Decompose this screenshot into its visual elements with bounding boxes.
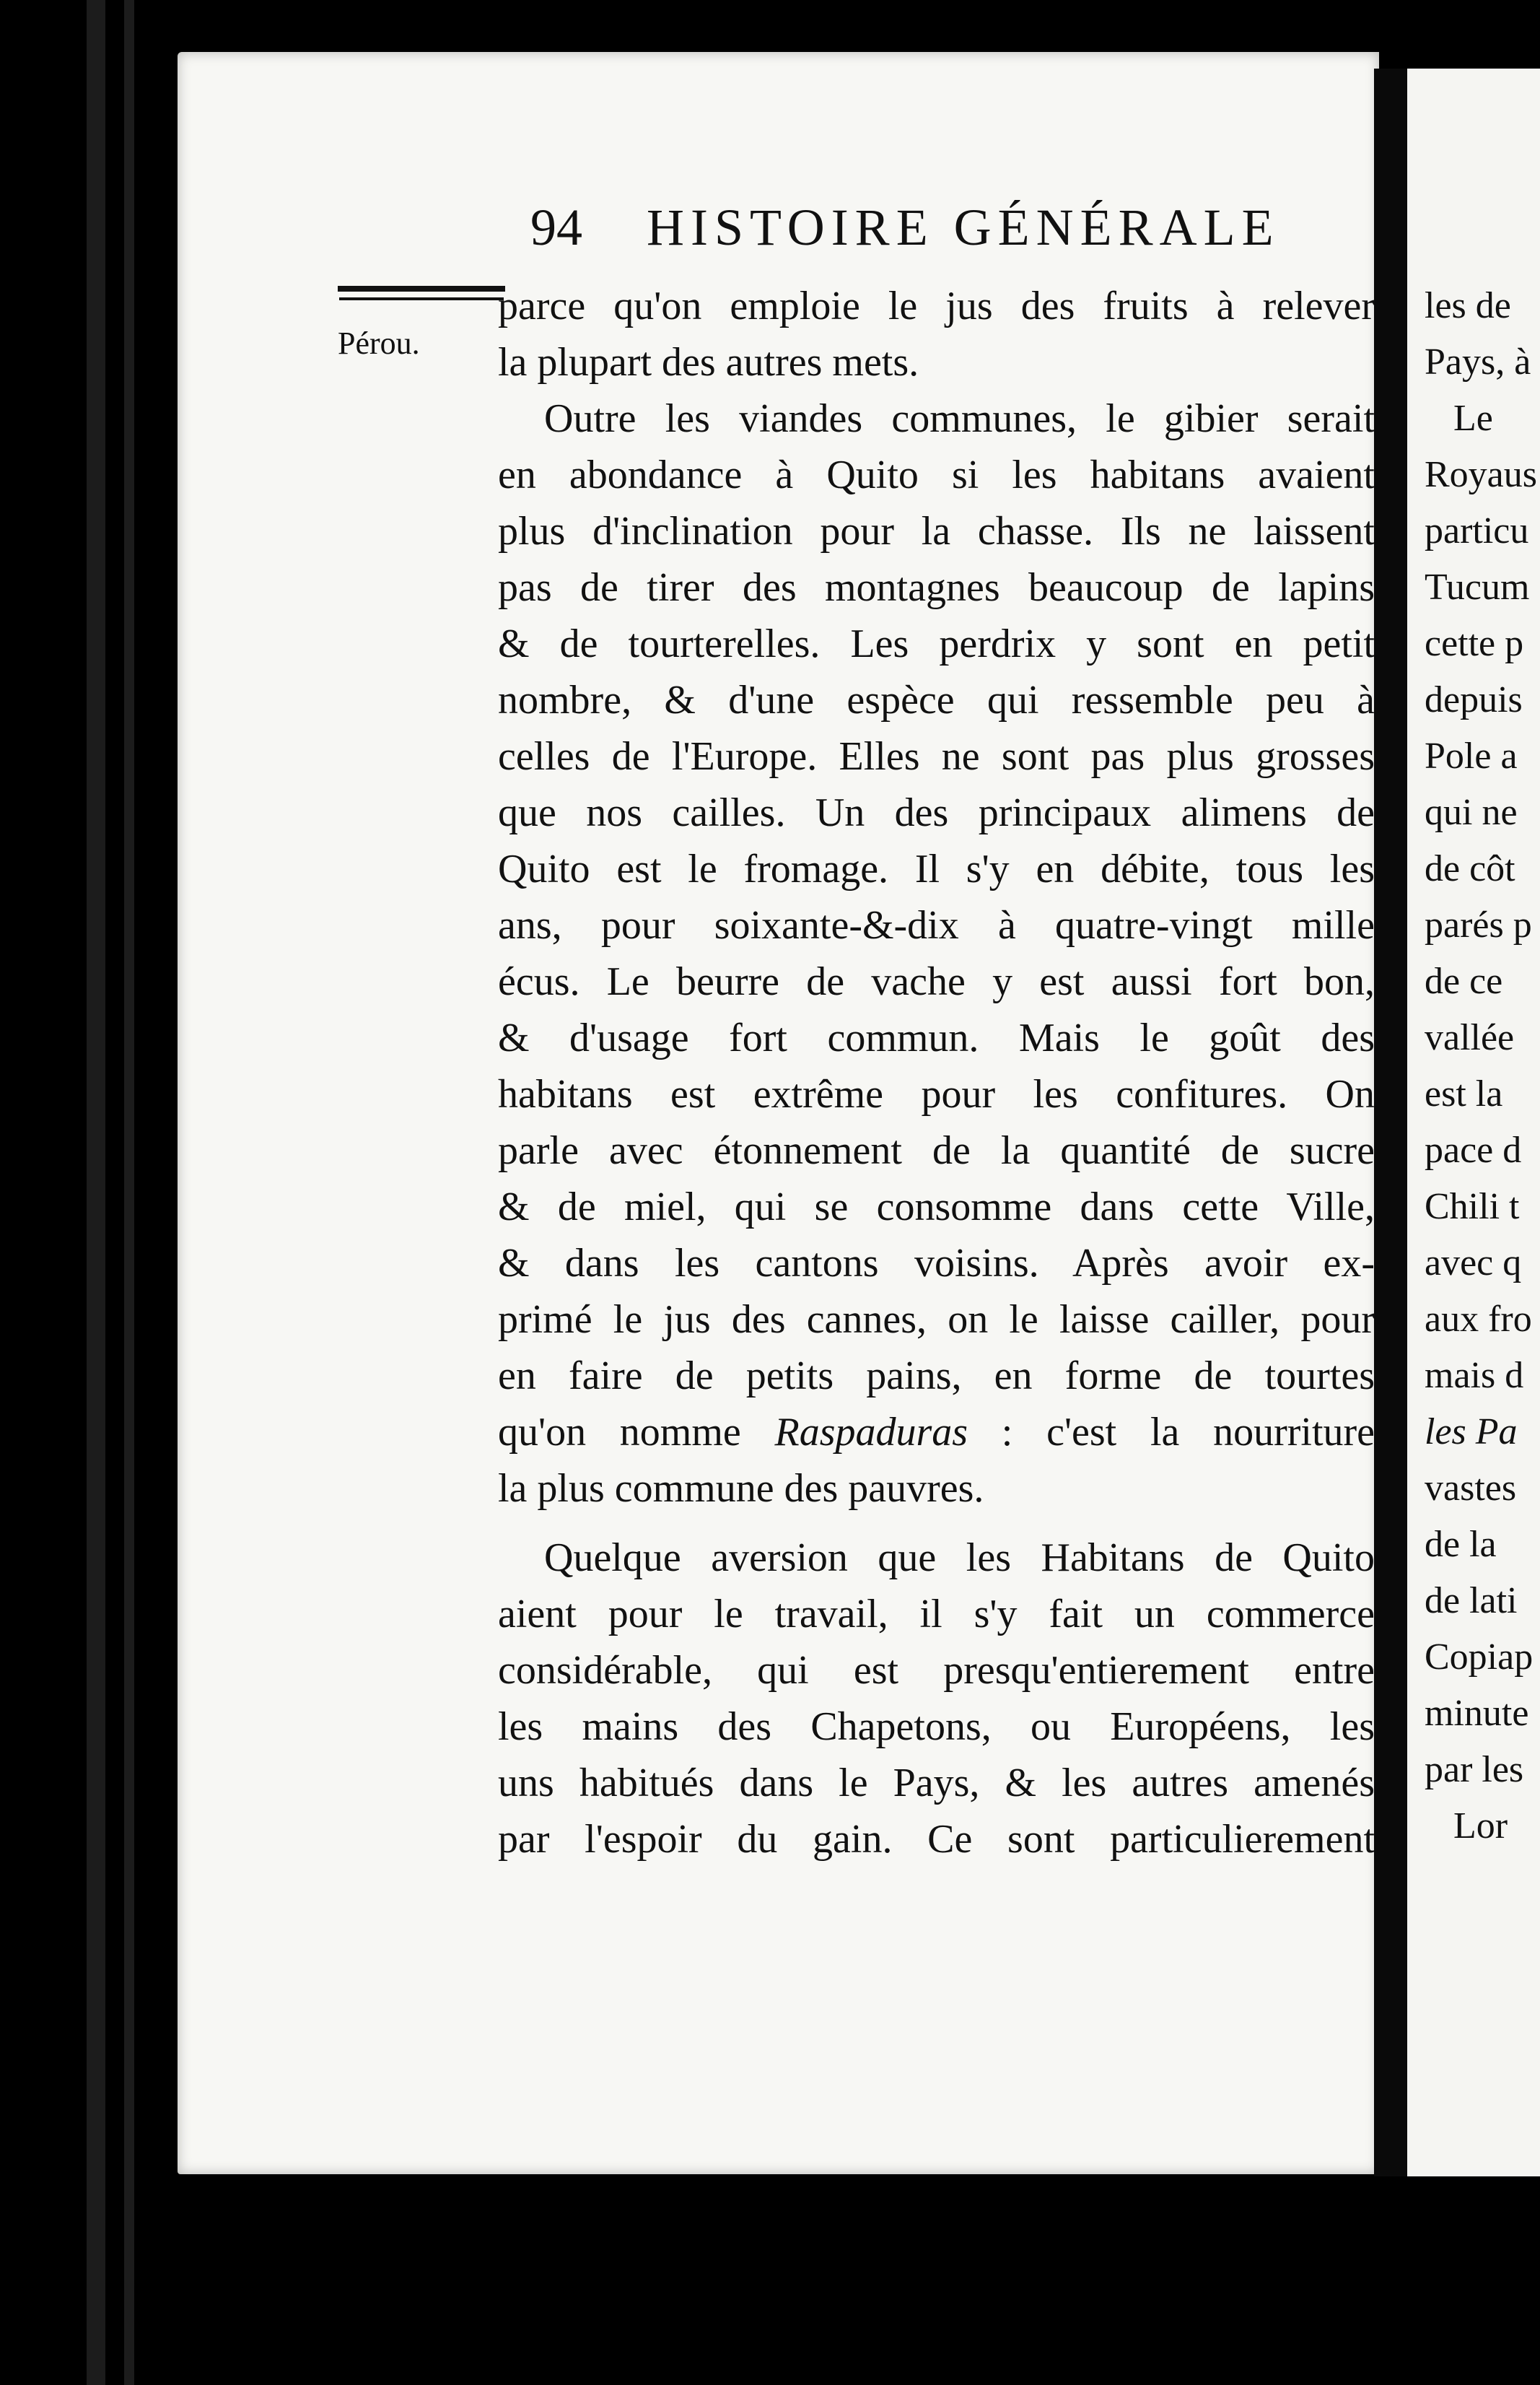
text-line: pas de tirer des montagnes beaucoup de lapins — [498, 565, 1375, 610]
right-page — [1407, 69, 1540, 2176]
text-line: plus d'inclination pour la chasse. Ils ne laissent — [498, 509, 1375, 554]
text-line: de la — [1425, 1524, 1497, 1565]
text-line: par l'espoir du gain. Ce sont particulierement — [498, 1817, 1375, 1862]
text-line: parle avec étonnement de la quantité de sucre — [498, 1128, 1375, 1173]
text-line: de côt — [1425, 848, 1515, 889]
text-line: par les — [1425, 1749, 1524, 1790]
text-line: Le — [1453, 398, 1493, 439]
text-line: les de — [1425, 285, 1511, 326]
text-line: que nos cailles. Un des principaux alimens de — [498, 790, 1375, 835]
text-line: Chili t — [1425, 1186, 1520, 1227]
page-number: 94 — [530, 199, 582, 256]
text-line: habitans est extrême pour les confitures. On — [498, 1072, 1375, 1117]
text-line: avec q — [1425, 1242, 1522, 1283]
text-line: uns habitués dans le Pays, & les autres amenés — [498, 1761, 1375, 1805]
text-line: la plupart des autres mets. — [498, 340, 919, 385]
text-line: Quelque aversion que les Habitans de Quito — [544, 1535, 1375, 1580]
running-title: HISTOIRE GÉNÉRALE — [647, 199, 1280, 256]
text-line: nombre, & d'une espèce qui ressemble peu à — [498, 678, 1375, 723]
italic-term: Raspaduras — [774, 1410, 968, 1455]
text-line: pace d — [1425, 1130, 1522, 1171]
text-line: Pays, à — [1425, 341, 1531, 383]
book-spine — [1374, 69, 1407, 2176]
margin-note: Pérou. — [338, 326, 420, 361]
text-line: de ce — [1425, 961, 1503, 1002]
text-line: en abondance à Quito si les habitans avaient — [498, 453, 1375, 497]
text-line: les mains des Chapetons, ou Européens, les — [498, 1704, 1375, 1749]
text-line: est la — [1425, 1073, 1503, 1115]
text-line: de lati — [1425, 1580, 1518, 1621]
text-line: considérable, qui est presqu'entierement entre — [498, 1648, 1375, 1693]
text-line: depuis — [1425, 679, 1523, 720]
text-segment: : c'est la nourriture — [968, 1410, 1375, 1455]
text-line: la plus commune des pauvres. — [498, 1466, 984, 1511]
margin-rule-ornament — [338, 286, 505, 292]
text-line: primé le jus des cannes, on le laisse cailler, pour — [498, 1297, 1375, 1342]
text-line: particu — [1425, 510, 1529, 551]
text-line: minute — [1425, 1693, 1529, 1734]
text-line: Lor — [1453, 1805, 1508, 1846]
text-line: Royaus — [1425, 454, 1537, 495]
text-line: aient pour le travail, il s'y fait un commerce — [498, 1592, 1375, 1636]
text-line: aux fro — [1425, 1299, 1532, 1340]
text-line — [498, 1404, 1375, 1460]
book-edge-shadow — [87, 0, 105, 2385]
text-line: les Pa — [1425, 1411, 1518, 1452]
text-line: parés p — [1425, 904, 1532, 946]
text-line: ans, pour soixante-&-dix à quatre-vingt mille — [498, 903, 1375, 948]
text-segment: qu'on nomme — [498, 1410, 775, 1455]
text-line: Outre les viandes communes, le gibier serait — [544, 396, 1375, 441]
left-body-text — [498, 278, 1375, 1867]
text-line: & d'usage fort commun. Mais le goût des — [498, 1016, 1375, 1060]
text-line: en faire de petits pains, en forme de tourtes — [498, 1353, 1375, 1398]
text-line: & dans les cantons voisins. Après avoir ex- — [498, 1241, 1375, 1286]
text-line: Pole a — [1425, 736, 1518, 777]
text-line: vastes — [1425, 1468, 1517, 1509]
running-header — [530, 198, 1280, 263]
text-line: & de miel, qui se consomme dans cette Ville, — [498, 1185, 1375, 1229]
text-line: écus. Le beurre de vache y est aussi fort bon, — [498, 959, 1375, 1004]
text-line: Tucum — [1425, 567, 1530, 608]
right-body-text — [1425, 278, 1540, 1854]
text-line: mais d — [1425, 1355, 1524, 1396]
book-edge-shadow — [124, 0, 134, 2385]
text-line: & de tourterelles. Les perdrix y sont en petit — [498, 622, 1375, 666]
text-line: vallée — [1425, 1017, 1515, 1058]
text-line: celles de l'Europe. Elles ne sont pas plus grosses — [498, 734, 1375, 779]
text-line: parce qu'on emploie le jus des fruits à relever — [498, 284, 1375, 328]
text-line: Quito est le fromage. Il s'y en débite, tous les — [498, 847, 1375, 891]
text-line: Copiap — [1425, 1636, 1534, 1678]
text-line: cette p — [1425, 623, 1524, 664]
text-line: qui ne — [1425, 792, 1518, 833]
